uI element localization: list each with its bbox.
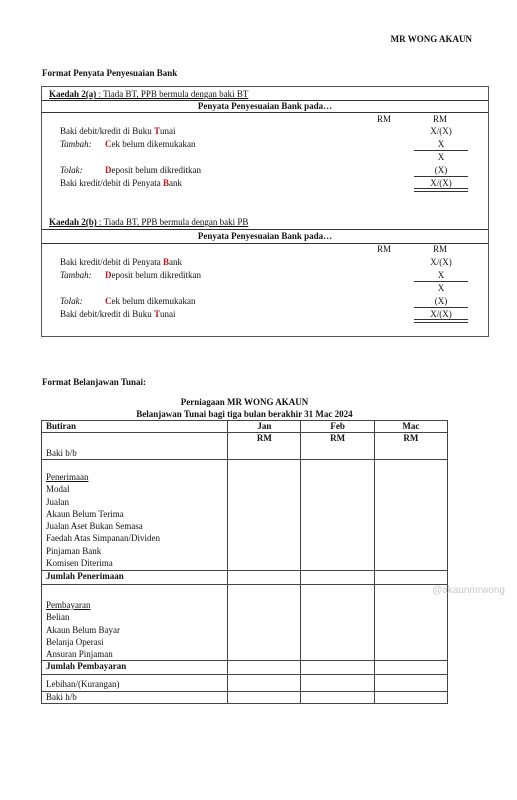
col-header-feb: Feb	[301, 421, 374, 433]
list-item: Akaun Belum Terima	[46, 508, 124, 519]
cash-budget-title-1: Perniagaan MR WONG AKAUN	[180, 397, 309, 407]
pembayaran-heading: Pembayaran	[46, 600, 91, 610]
section-title-cash-budget: Format Belanjawan Tunai:	[42, 377, 147, 387]
rm-jan: RM	[228, 433, 301, 460]
k2b-val-opening: X/(X)	[430, 257, 452, 267]
k2b-label-tolak: Tolak:	[60, 296, 83, 306]
k2b-heading: Kaedah 2(b) : Tiada BT, PPB bermula dengan baki PB	[49, 217, 249, 227]
list-item: Modal	[46, 484, 70, 495]
k2a-row-closing: Baki kredit/debit di Penyata Bank	[60, 178, 182, 188]
k2a-row-add: Cek belum dikemukakan	[105, 139, 196, 149]
k2b-val-subtotal: X	[437, 283, 445, 293]
k2b-statement-title: Penyata Penyesuaian Bank pada…	[197, 231, 333, 241]
row-jumlah-penerimaan: Jumlah Penerimaan	[42, 571, 228, 585]
row-baki-bb: Baki b/b	[42, 433, 228, 460]
cash-budget-table	[41, 420, 448, 704]
k2b-row-opening: Baki kredit/debit di Penyata Bank	[60, 257, 182, 267]
penerimaan-heading: Penerimaan	[46, 472, 89, 482]
k2a-statement-title: Penyata Penyesuaian Bank pada…	[197, 101, 333, 111]
list-item: Jualan Aset Bukan Semasa	[46, 521, 143, 532]
k2b-rm-col2: RM	[433, 244, 448, 254]
section-title-bank-reconciliation: Format Penyata Penyesuaian Bank	[42, 68, 178, 78]
list-item: Faedah Atas Simpanan/Dividen	[46, 533, 160, 544]
list-item: Belian	[46, 612, 70, 623]
row-baki-hb: Baki h/b	[42, 692, 228, 704]
list-item: Jualan	[46, 496, 69, 507]
list-item: Ansuran Pinjaman	[46, 649, 113, 660]
k2a-val-less: (X)	[434, 165, 448, 175]
k2b-label-tambah: Tambah:	[60, 270, 92, 280]
cash-budget-title-2: Belanjawan Tunai bagi tiga bulan berakhir 31 Mac 2024	[136, 409, 353, 419]
k2b-val-less: (X)	[434, 296, 448, 306]
list-item: Belanja Operasi	[46, 636, 104, 647]
k2a-label-tambah: Tambah:	[60, 139, 92, 149]
k2a-row-less: Deposit belum dikreditkan	[105, 165, 201, 175]
bank-reconciliation-box	[41, 86, 489, 337]
rm-feb: RM	[301, 433, 374, 460]
pembayaran-block	[42, 585, 228, 661]
k2b-rm-col1: RM	[377, 244, 392, 254]
list-item: Akaun Belum Bayar	[46, 624, 120, 635]
k2a-val-add: X	[437, 139, 445, 149]
k2a-val-subtotal: X	[437, 152, 445, 162]
col-header-butiran: Butiran	[42, 421, 228, 433]
k2b-val-closing: X/(X)	[430, 309, 452, 319]
k2b-val-add: X	[437, 270, 445, 280]
row-lebihan: Lebihan/(Kurangan)	[42, 675, 228, 692]
k2a-heading: Kaedah 2(a) : Tiada BT, PPB bermula dengan baki BT	[49, 89, 249, 99]
k2a-label-tolak: Tolak:	[60, 165, 83, 175]
row-jumlah-pembayaran: Jumlah Pembayaran	[42, 661, 228, 675]
watermark: @akaunmrwong	[432, 585, 505, 596]
k2a-val-opening: X/(X)	[430, 126, 452, 136]
list-item: Pinjaman Bank	[46, 545, 102, 556]
penerimaan-block	[42, 460, 228, 571]
rm-mac: RM	[374, 433, 447, 460]
k2a-val-closing: X/(X)	[430, 178, 452, 188]
k2b-row-add: Deposit belum dikreditkan	[105, 270, 201, 280]
col-header-mac: Mac	[374, 421, 447, 433]
k2b-row-less: Cek belum dikemukakan	[105, 296, 196, 306]
k2a-row-opening: Baki debit/kredit di Buku Tunai	[60, 126, 176, 136]
k2a-rm-col2: RM	[433, 114, 448, 124]
col-header-jan: Jan	[228, 421, 301, 433]
k2b-row-closing: Baki debit/kredit di Buku Tunai	[60, 309, 176, 319]
page-header: MR WONG AKAUN	[390, 34, 472, 44]
list-item: Komisen Diterima	[46, 558, 113, 569]
k2a-rm-col1: RM	[377, 114, 392, 124]
